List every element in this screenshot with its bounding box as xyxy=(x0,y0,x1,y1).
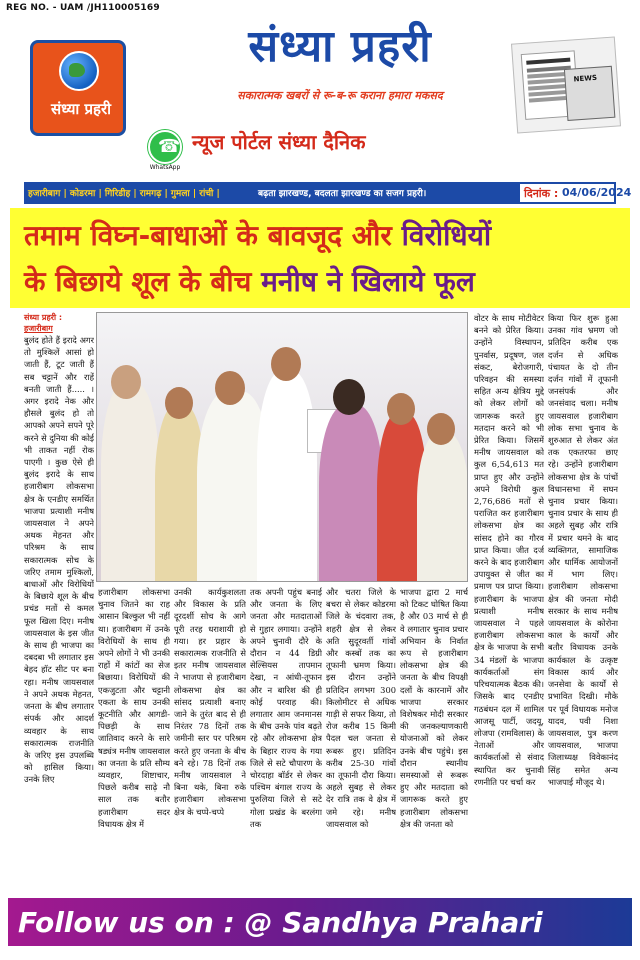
article-column-1: बुलंद होते हैं इरादे अगर तो मुश्किलें आसां हो जाती हैं, टूट जाती हैं सब चट्टानें और राहें बनती जाती हैं..... । अगर इरादे नेक और हौसले बुलंद हो तो आपको अपने सपने पूरे करने से दुनिया की कोई भी ताकत नहीं रोक पाएगी । कुछ ऐसे ही बुलंद इरादे के साथ हजारीबाग लोकसभा क्षेत्र के एनडीए समर्थित भाजपा प्रत्याशी मनीष जायसवाल ने अपने अथक मेहनत और परिश्रम के साथ सकारात्मक सोच के जरिए तमाम मुश्किलों, बाधाओं और विरोधियों के बिछाये शूल के बीच प्रचंड मतों से कमल फूल खिला दिए। मनीष जायसवाल के इस जीत के साथ ही भाजपा का दबदबा भी लगातार इस बेहद हॉट सीट पर बना रहा। मनीष जायसवाल ने अपने अथक मेहनत, जनता के बीच लगातार संपर्क और आदर्श व्यवहार के साथ सकारात्मक राजनीति के जरिए इस उपलब्धि को हासिल किया। उनके लिए xyxy=(24,335,94,785)
article-column-5: और चतरा जिले के बचरा से लेकर कोडरमा जिले के चंदवारा तक, शहरी क्षेत्र से लेकर अति सुदूरवर्ती गांवों और कस्बों तक का तूफानी भ्रमण किया। इस दौरान उन्होंने प्रतिदिन लगभग 300 किलोमीटर से अधिक गाड़ी से सफर किया, तो रोज करीब 15 किमी पैदल चल जनता से रूबरू हुए। प्रतिदिन करीब 25-30 गांवों का तूफानी दौरा किया। अहले सुबह से लेकर देर रात्रि तक वे क्षेत्र में जमे रहे। मनीष जायसवाल को xyxy=(326,587,396,829)
person-head xyxy=(387,393,415,425)
headline-line-2 xyxy=(24,262,624,300)
date-value: 04/06/2024 xyxy=(562,186,632,199)
article-photo xyxy=(96,312,468,582)
person-figure xyxy=(257,371,317,582)
person-head xyxy=(165,387,193,419)
person-head xyxy=(111,365,141,399)
headline-line-1-main: तमाम विघ्न-बाधाओं के बावजूद और xyxy=(24,219,402,252)
headline-banner xyxy=(10,208,630,308)
date-box xyxy=(518,182,632,204)
person-figure xyxy=(319,405,383,582)
person-head xyxy=(333,379,365,415)
article-column-8: किया फिर शुरू हुआ उनका गांव भ्रमण जो प्रतिदिन करीब एक दर्जन से अधिक पंचायत के दो तीन दर्जन गांवों में तूफानी जनसंपर्क और जनसंवाद चला। मनीष जायसवाल हजारीबाग लोक सभा चुनाव के शुरुआत से लेकर अंत तक एकतरफा छाए रहे। उन्होंने हजारीबाग लोकसभा क्षेत्र के पांचों विधानसभा में सघन चुनाव प्रचार किया। चुनाव प्रचार के साथ ही अहले सुबह और रात्रि में प्रचार थमने के बाद व्यक्तिगत, सामाजिक और धार्मिक आयोजनों में भाग लिए। हजारीबाग लोकसभा क्षेत्र की जनता मोदी सरकार के साथ मनीष जायसवाल के कोरोना काल के कार्यों और बतौर विधायक उनके कार्यकाल के उत्कृष्ट विकास कार्य और जनसेवा के कार्यों से प्रभावित दिखी। मौके पर पूर्व विधायक मनोज यादव, पवी निशा जायसवाल, पुत्र करण जायसवाल, भाजपा जिलाध्यक्ष विवेकानंद सिंह समेत अन्य भाजपाई मौजूद थे। xyxy=(548,313,618,787)
person-figure xyxy=(101,383,159,582)
article-column-7: वोटर के साथ मोटीवेटर बनने को प्रेरित किया। उन्होंने विस्थापन, पुनर्वास, प्रदूषण, जल संकट, बेरोजगारी, परिवहन की समस्या सहित अन्य क्षेत्रिय मुद्दे को लेकर लोगों को जागरूक करते हुए मतदान करने को भी प्रेरित किया। जिसमें मनीष जायसवाल को कुल 6,54,613 मत प्राप्त हुए और उन्होंने अपने विरोधी कुल 2,76,686 मतों से पराजित कर हजारीबाग लोकसभा क्षेत्र का सांसद होने का गौरव प्राप्त किया। जीत दर्ज करने के बाद हजारीबाग उपायुक्त से जीत का प्रमाण पत्र प्राप्त किया। हजारीबाग के भाजपा प्रत्याशी मनीष जायसवाल ने पहले हजारीबाग लोकसभा क्षेत्र के भाजपा के सभी 34 मंडलों के भाजपा कार्यकर्ताओं संग परिचयात्मक बैठक की। जिसके बाद एनडीए गठबंधन दल में शामिल आजसू पार्टी, जदयू, लोजपा (रामविलास) के नेताओं और कार्यकर्ताओं से संवाद स्थापित कर चुनावी रणनीति पर चर्चा कर xyxy=(474,313,544,787)
headline-line-1-accent: विरोधियों xyxy=(401,219,492,252)
masthead xyxy=(0,0,640,180)
byline-place: हजारीबाग xyxy=(24,324,53,333)
logo-text: संध्या प्रहरी xyxy=(50,100,112,118)
headline-line-2-main: के बिछाये शूल के बीच xyxy=(24,265,262,298)
edition-places: हजारीबाग | कोडरमा | गिरिडीह | रामगढ़ | गुमला | रांची | xyxy=(28,189,220,199)
newspaper-title: संध्या प्रहरी xyxy=(248,21,432,72)
whatsapp-icon xyxy=(148,130,182,164)
newspaper-image xyxy=(511,36,621,133)
article-column-2: हजारीबाग लोकसभा चुनाव जितने का राह आसान बिल्कुल भी नहीं था। हजारीबाग में उनके विरोधियों के साथ ही अपने लोगों ने भी उनकी राहों में कांटों का सेज बिछाया। विरोधियों की एकजुटता और चट्टानी एकता के साथ उनकी कूटनीति और आगडी-पिछड़ी के साथ जातिवाद करने के सारे षड्यंत्र मनीष जायसवाल का जनता के प्रति सौम्य व्यवहार, शिष्टाचार, पिछले करीब साढ़े नौ साल तक बतौर हजारीबाग सदर विधायक क्षेत्र में xyxy=(98,587,170,829)
person-head xyxy=(271,347,301,381)
headline-line-1 xyxy=(24,216,624,254)
tablet-news xyxy=(564,66,616,121)
news-label: NEWS xyxy=(573,73,598,84)
globe-icon xyxy=(59,51,99,91)
headline-line-2-accent: मनीष ने खिलाये फूल xyxy=(261,265,475,298)
person-figure xyxy=(417,433,468,582)
portal-title: न्यूज पोर्टल संध्या दैनिक xyxy=(192,130,366,154)
brand-logo xyxy=(30,40,126,136)
person-head xyxy=(215,371,245,405)
social-footer xyxy=(8,898,632,946)
byline-source: संध्या प्रहरी : xyxy=(24,313,63,322)
ribbon-slogan: बढ़ता झारखण्ड, बदलता झारखण्ड का सजग प्रहरी। xyxy=(258,189,427,199)
person-head xyxy=(427,413,455,445)
byline xyxy=(24,312,94,334)
article-column-4: तक अपनी पहुंच बनाई और जनता के लिए जनता और मतदाताओं से गुहार लगाया। उन्होंने अपने चुनावी दौरे के दौरान न 44 डिग्री सेल्सियस तापमान देखा, न आंधी-तूफान और न बारिश की ही कोई परवाह की। लगातार आम जनमानस के बीच उनके पांव बढ़ते रहे और लोकसभा क्षेत्र के बिहार राज्य के गया जिले से सटे चौपारण के चोरदाहा बॉर्डर से लेकर पश्चिम बंगाल राज्य के पुरुलिया जिले से सटे गोला प्रखंड के बरलंगा तक xyxy=(250,587,322,829)
article-column-6: भाजपा द्वारा 2 मार्च को टिकट घोषित किया है और 03 मार्च से ही वे लगातार चुनाव प्रचार अभियान के निर्वात रूप से हजारीबाग लोकसभा क्षेत्र की जनता के बीच विपक्षी दलों के कारनामें और भाजपा सरकार विशेषकर मोदी सरकार की जनकल्याणकारी योजनाओं को लेकर उनके बीच पहुंचे। इस दौरान स्थानीय समस्याओं से रूबरू हुए और मतदाता को जागरूक करते हुए हजारीबाग लोकसभा क्षेत्र की जनता को xyxy=(400,587,468,829)
date-label: दिनांक : xyxy=(524,187,559,200)
location-ribbon xyxy=(24,182,632,204)
follow-us-text: Follow us on : @ Sandhya Prahari xyxy=(18,906,543,939)
registration-number: REG NO. - UAM /JH110005169 xyxy=(6,3,160,13)
whatsapp-label: WhatsApp xyxy=(149,164,181,171)
article-column-3: उनकी कार्यकुशलता और विकास के प्रति दूरदर्शी सोच के आगे पूरी तरह धराशायी हो गया। हर प्रहार के सकारात्मक राजनीति से इतर मनीष जायसवाल ने भाजपा से हजारीबाग लोकसभा क्षेत्र का सांसद प्रत्याशी बनाए जाने के तुरंत बाद से ही निरंतर 78 दिनों तक जमीनी स्तर पर परिश्रम करते हुए जनता के बीच बने रहे। 78 दिनों तक मनीष जायसवाल ने बिना थके, बिना रुके हजारीबाग लोकसभा क्षेत्र के चप्पे-चप्पे xyxy=(174,587,246,817)
tagline: सकारात्मक खबरों से रू-ब-रू कराना हमारा मकसद xyxy=(237,89,443,102)
